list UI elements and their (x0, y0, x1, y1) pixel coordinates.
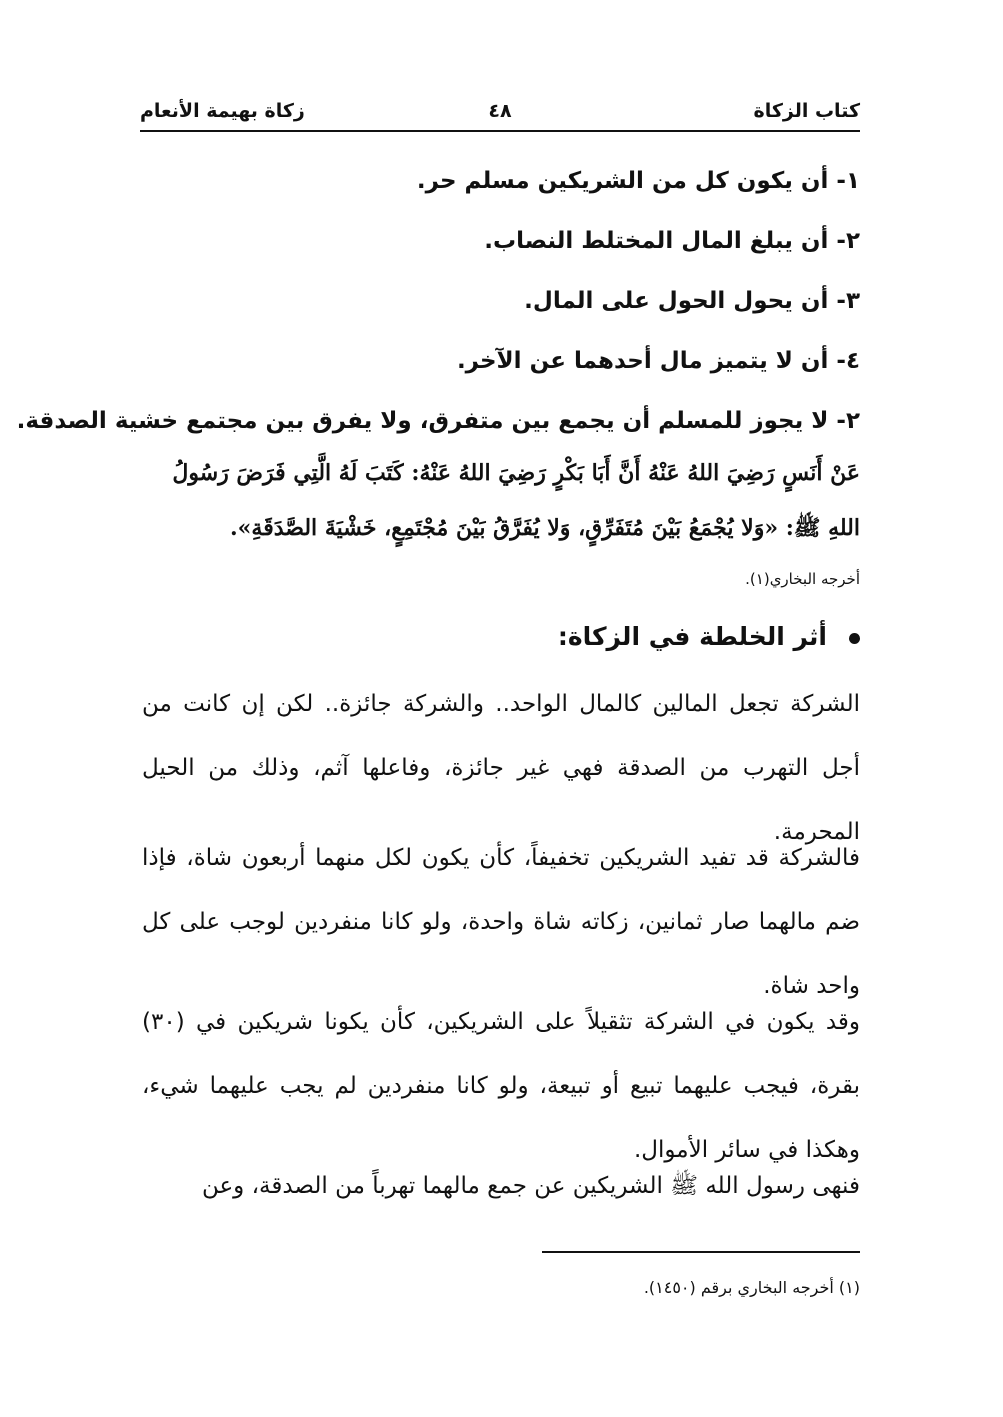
condition-2: ٢- أن يبلغ المال المختلط النصاب. (484, 228, 860, 254)
chapter-title: زكاة بهيمة الأنعام (140, 100, 305, 122)
condition-3: ٣- أن يحول الحول على المال. (524, 288, 860, 314)
rule-two: ٢- لا يجوز للمسلم أن يجمع بين متفرق، ولا يفرق بين مجتمع خشية الصدقة. (16, 408, 860, 434)
paragraph-2: فالشركة قد تفيد الشريكين تخفيفاً، كأن يكون لكل منهما أربعون شاة، فإذا ضم مالهما صار ثمانين، زكاته شاة واحدة، ولو كانا منفردين لوجب على كل واحد شاة. (142, 845, 860, 999)
book-title: كتاب الزكاة (753, 100, 860, 122)
condition-1: ١- أن يكون كل من الشريكين مسلم حر. (416, 168, 860, 194)
bullet-icon (849, 633, 860, 644)
condition-4: ٤- أن لا يتميز مال أحدهما عن الآخر. (456, 348, 860, 374)
section-heading-text: أثر الخلطة في الزكاة: (557, 622, 827, 651)
hadith-line-1: عَنْ أَنَسٍ رَضِيَ اللهُ عَنْهُ أَنَّ أَبَا بَكْرٍ رَضِيَ اللهُ عَنْهُ: كَتَبَ لَهُ الَّتِي فَرَضَ رَسُولُ (172, 460, 860, 486)
paragraph-4: فنهى رسول الله ﷺ الشريكين عن جمع مالهما تهرباً من الصدقة، وعن (201, 1173, 860, 1199)
page-header (140, 96, 860, 132)
section-heading (558, 622, 860, 651)
footnote: (١) أخرجه البخاري برقم (١٤٥٠). (643, 1278, 860, 1297)
page-number: ٤٨ (488, 100, 512, 122)
paragraph-3: وقد يكون في الشركة تثقيلاً على الشريكين، كأن يكونا شريكين في (٣٠) بقرة، فيجب عليهما تبيع أو تبيعة، ولو كانا منفردين لم يجب عليهما شيء، وهكذا في سائر الأموال. (142, 1009, 860, 1163)
paragraph-1: الشركة تجعل المالين كالمال الواحد.. والشركة جائزة.. لكن إن كانت من أجل التهرب من الصدقة فهي غير جائزة، وفاعلها آثم، وذلك من الحيل المحرمة. (142, 691, 860, 845)
hadith-reference: أخرجه البخاري(١). (745, 570, 860, 588)
hadith-line-2: اللهِ ﷺ: «وَلا يُجْمَعُ بَيْنَ مُتَفَرِّقٍ، وَلا يُفَرَّقُ بَيْنَ مُجْتَمِعٍ، خَشْيَةَ الصَّدَقَةِ». (230, 515, 860, 541)
footnote-separator (542, 1251, 860, 1253)
